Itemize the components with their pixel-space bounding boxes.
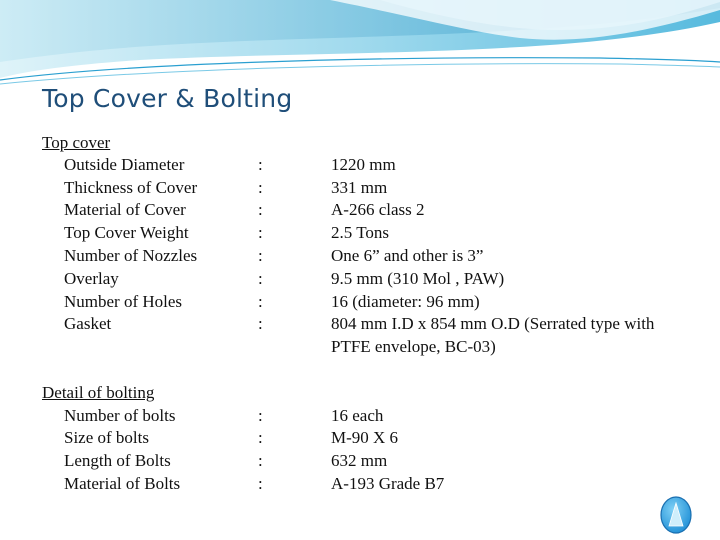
spec-value: One 6” and other is 3” xyxy=(331,246,484,265)
section-heading-bolting: Detail of bolting xyxy=(42,383,155,402)
page-title: Top Cover & Bolting xyxy=(42,84,293,113)
spec-row xyxy=(0,405,720,428)
spec-value: 16 each xyxy=(331,406,384,425)
spec-value: A-193 Grade B7 xyxy=(331,474,445,493)
spec-label: Length of Bolts xyxy=(64,451,171,470)
spec-colon: : xyxy=(258,269,263,288)
spec-row xyxy=(0,427,720,450)
spec-value: 632 mm xyxy=(331,451,388,470)
spec-label: Outside Diameter xyxy=(64,155,185,174)
spec-colon: : xyxy=(258,474,263,493)
spec-value: 2.5 Tons xyxy=(331,223,390,242)
spec-value: 331 mm xyxy=(331,178,388,197)
spec-colon: : xyxy=(258,200,263,219)
spec-colon: : xyxy=(258,406,263,425)
up-arrow-button-icon[interactable] xyxy=(660,496,692,534)
spec-label: Number of Holes xyxy=(64,292,183,311)
spec-label: Number of Nozzles xyxy=(64,246,198,265)
spec-colon: : xyxy=(258,314,263,333)
spec-colon: : xyxy=(258,246,263,265)
spec-row xyxy=(0,313,720,356)
spec-value: 1220 mm xyxy=(331,155,396,174)
spec-row xyxy=(0,177,720,200)
spec-row xyxy=(0,268,720,291)
header-swoosh-graphic xyxy=(0,0,720,90)
spec-colon: : xyxy=(258,223,263,242)
spec-value: 9.5 mm (310 Mol , PAW) xyxy=(331,269,505,288)
spec-value: 16 (diameter: 96 mm) xyxy=(331,292,480,311)
spec-colon: : xyxy=(258,292,263,311)
spec-label: Size of bolts xyxy=(64,428,149,447)
spec-row xyxy=(0,291,720,314)
spec-colon: : xyxy=(258,428,263,447)
spec-label: Top Cover Weight xyxy=(64,223,189,242)
section-heading-top-cover: Top cover xyxy=(42,133,111,152)
spec-label: Material of Bolts xyxy=(64,474,181,493)
spec-value: A-266 class 2 xyxy=(331,200,425,219)
spec-row xyxy=(0,473,720,496)
spec-row xyxy=(0,222,720,245)
spec-value: 804 mm I.D x 854 mm O.D (Serrated type with PTFE envelope, BC-03) xyxy=(331,314,655,356)
spec-label: Number of bolts xyxy=(64,406,176,425)
spec-value: M-90 X 6 xyxy=(331,428,399,447)
spec-row xyxy=(0,450,720,473)
spec-label: Overlay xyxy=(64,269,119,288)
spec-colon: : xyxy=(258,451,263,470)
spec-label: Material of Cover xyxy=(64,200,186,219)
spec-row xyxy=(0,245,720,268)
spec-row xyxy=(0,199,720,222)
spec-label: Thickness of Cover xyxy=(64,178,198,197)
spec-colon: : xyxy=(258,155,263,174)
spec-colon: : xyxy=(258,178,263,197)
spec-row xyxy=(0,154,720,177)
spec-label: Gasket xyxy=(64,314,112,333)
